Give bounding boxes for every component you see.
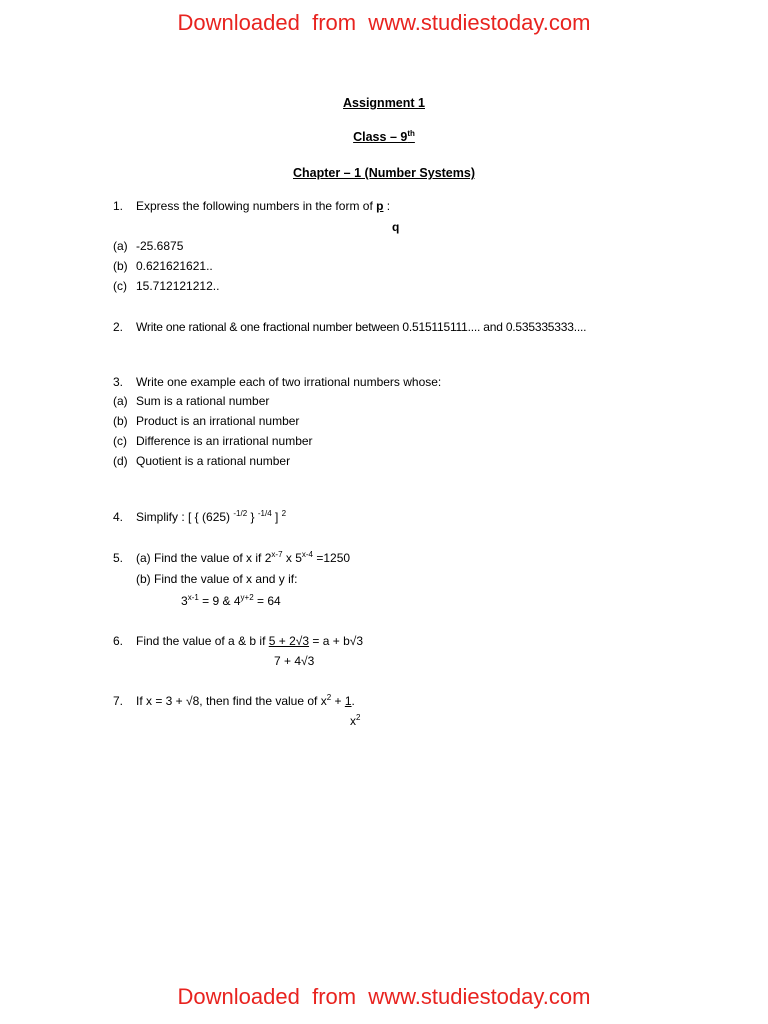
q4-part-3: ] — [271, 510, 282, 524]
q1-item-a-text: -25.6875 — [136, 239, 184, 253]
q5a-exponent-1: x-7 — [271, 550, 283, 559]
q5a-exponent-2: x-4 — [301, 550, 313, 559]
class-text: Class – 9 — [353, 130, 408, 144]
q6-number: 6. — [113, 634, 124, 648]
q1-colon: : — [383, 199, 391, 213]
q1-fraction-p: p — [376, 199, 384, 213]
q3-item-d-text: Quotient is a rational number — [136, 454, 291, 468]
q6-numerator: 5 + 2√3 — [268, 634, 310, 648]
q4-part-2: } — [247, 510, 258, 524]
q5b-exponent-2: y+2 — [240, 593, 254, 602]
q5-number: 5. — [113, 551, 124, 565]
q3-item-a-text: Sum is a rational number — [136, 394, 270, 408]
q4-expression — [136, 510, 286, 524]
q1-item-c-label: (c) — [113, 279, 127, 293]
q7-denominator — [350, 714, 360, 728]
q7-number: 7. — [113, 694, 124, 708]
q1-item-a-label: (a) — [113, 239, 128, 253]
q6-denominator: 7 + 4√3 — [274, 654, 315, 668]
download-banner-top: Downloaded from www.studiestoday.com — [177, 10, 591, 35]
q3-text: Write one example each of two irrational numbers whose: — [136, 375, 442, 389]
q5b-part-3: = 64 — [253, 594, 281, 608]
q7-text — [136, 694, 355, 708]
q7-period: . — [351, 694, 355, 708]
q4-exponent-3: 2 — [281, 509, 287, 518]
q1-prompt: Express the following numbers in the form of — [136, 199, 377, 213]
q7-prompt: If x = 3 + √8, then find the value of x — [136, 694, 327, 708]
q7-numerator: 1 — [344, 694, 352, 708]
q3-item-d-label: (d) — [113, 454, 128, 468]
q3-item-c-label: (c) — [113, 434, 127, 448]
q6-rhs: = a + b√3 — [309, 634, 364, 648]
assignment-title: Assignment 1 — [343, 96, 425, 110]
q7-denominator-exponent: 2 — [356, 713, 361, 722]
q7-exponent: 2 — [326, 693, 332, 702]
q2-text: Write one rational & one fractional number between 0.515115111.... and 0.535335333.... — [136, 320, 587, 334]
q4-exponent-1: -1/2 — [233, 509, 248, 518]
q1-text — [136, 199, 390, 213]
q3-item-a-label: (a) — [113, 394, 128, 408]
chapter-heading: Chapter – 1 (Number Systems) — [292, 166, 475, 180]
q5a-part-3: =1250 — [313, 551, 351, 565]
q1-number: 1. — [113, 199, 124, 213]
q5a-part-1: (a) Find the value of x if 2 — [136, 551, 272, 565]
q4-exponent-2: -1/4 — [257, 509, 272, 518]
class-heading — [0, 129, 768, 145]
q5a-part-2: x 5 — [282, 551, 302, 565]
q7-plus: + — [331, 694, 345, 708]
q5b-part-2: = 9 & 4 — [198, 594, 241, 608]
q1-fraction-q: q — [392, 220, 400, 234]
q5b-exponent-1: x-1 — [187, 593, 199, 602]
download-banner-bottom: Downloaded from www.studiestoday.com — [177, 984, 591, 1009]
class-superscript: th — [407, 129, 415, 138]
q1-item-b-label: (b) — [113, 259, 128, 273]
q4-number: 4. — [113, 510, 124, 524]
q6-prompt: Find the value of a & b if — [136, 634, 269, 648]
q3-item-c-text: Difference is an irrational number — [136, 434, 313, 448]
q3-number: 3. — [113, 375, 124, 389]
q5b-part-1: 3 — [181, 594, 188, 608]
q5b-equation — [181, 594, 281, 608]
q2-number: 2. — [113, 320, 124, 334]
q3-item-b-label: (b) — [113, 414, 128, 428]
q1-item-c-text: 15.712121212.. — [136, 279, 220, 293]
q6-text — [136, 634, 363, 648]
q5b-text: (b) Find the value of x and y if: — [136, 572, 298, 586]
q7-denominator-x: x — [350, 714, 356, 728]
q3-item-b-text: Product is an irrational number — [136, 414, 300, 428]
q1-item-b-text: 0.621621621.. — [136, 259, 213, 273]
q5a-expression — [136, 551, 350, 565]
q4-part-1: Simplify : [ { (625) — [136, 510, 234, 524]
